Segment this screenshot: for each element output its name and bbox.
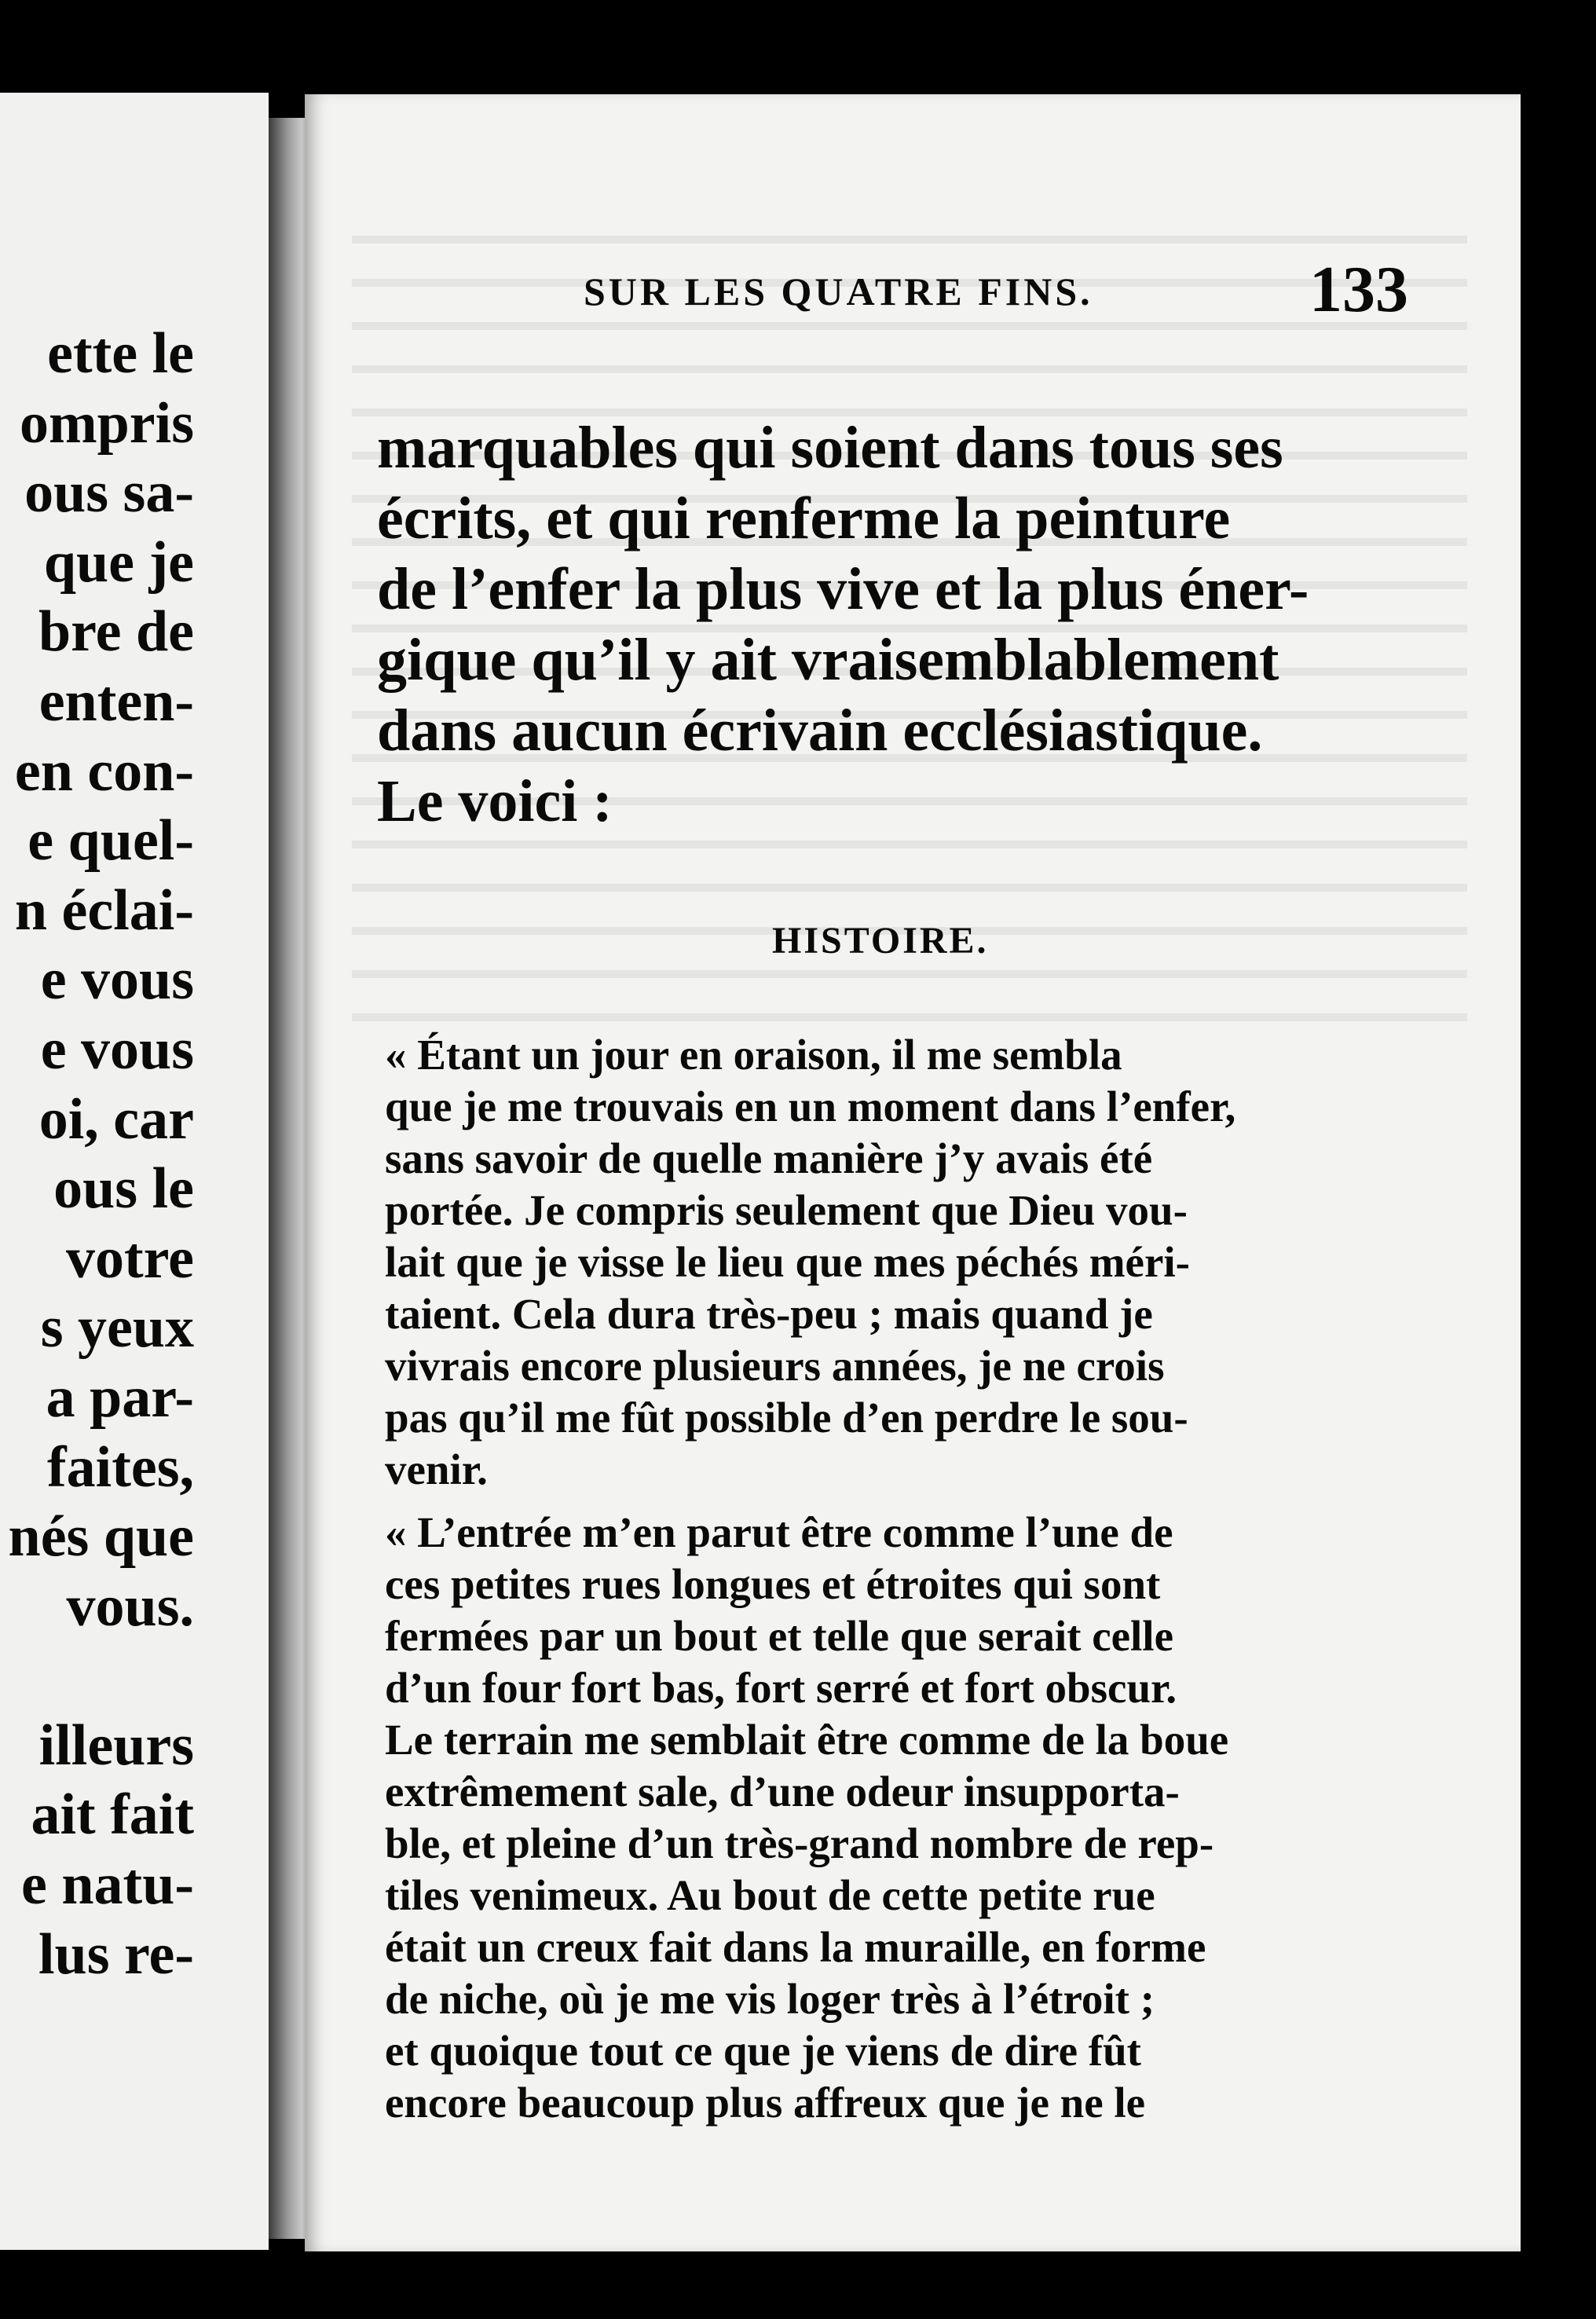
previous-page-line: e quel-: [27, 808, 194, 874]
text-line: fermées par un bout et telle que serait celle: [385, 1612, 1173, 1660]
text-line: venir.: [385, 1445, 488, 1493]
text-line: d’un four fort bas, fort serré et fort obscur.: [385, 1664, 1177, 1712]
text-line: sans savoir de quelle manière j’y avais été: [385, 1134, 1153, 1182]
text-line: de l’enfer la plus vive et la plus éner-: [377, 556, 1309, 622]
section-heading: HISTOIRE.: [772, 920, 989, 962]
text-line: écrits, et qui renferme la peinture: [377, 485, 1231, 551]
text-line: taient. Cela dura très-peu ; mais quand je: [385, 1290, 1153, 1338]
text-line: « L’entrée m’en parut être comme l’une de: [385, 1508, 1173, 1556]
quoted-passage: [385, 1029, 1235, 2129]
running-head: [584, 251, 1408, 346]
previous-page-line: ous le: [53, 1156, 194, 1222]
previous-page-line: e vous: [40, 947, 194, 1013]
previous-page-line: nés que: [8, 1504, 194, 1570]
previous-page-line: s yeux: [40, 1295, 194, 1361]
text-line: marquables qui soient dans tous ses: [377, 415, 1283, 481]
previous-page-line: enten-: [38, 669, 194, 734]
previous-page-line: illeurs: [38, 1713, 194, 1778]
previous-page-line: ette le: [47, 321, 194, 386]
previous-page-line: en con-: [14, 738, 194, 804]
previous-page-line: n éclai-: [14, 877, 194, 943]
previous-page-line: ait fait: [31, 1782, 194, 1848]
previous-page-line: ous sa-: [24, 460, 194, 526]
book-page: [305, 94, 1521, 2251]
text-line: de niche, où je me vis loger très à l’étroit ;: [385, 1975, 1155, 2023]
previous-page-line: e vous: [40, 1017, 194, 1082]
text-line: et quoique tout ce que je viens de dire fût: [385, 2027, 1141, 2075]
previous-page-line: que je: [43, 529, 194, 595]
page-number: 133: [1309, 253, 1408, 326]
previous-page-line: e natu-: [21, 1852, 194, 1918]
text-line: gique qu’il y ait vraisemblablement: [377, 627, 1279, 693]
previous-page-line: vous.: [66, 1573, 194, 1639]
text-line: tiles venimeux. Au bout de cette petite rue: [385, 1871, 1155, 1919]
previous-page-line: a par-: [46, 1365, 194, 1430]
text-line: « Étant un jour en oraison, il me sembla: [385, 1031, 1122, 1079]
previous-page-line: faites,: [47, 1434, 194, 1500]
text-line: dans aucun écrivain ecclésiastique.: [377, 698, 1263, 764]
running-title: SUR LES QUATRE FINS.: [584, 269, 1093, 313]
previous-page: [0, 93, 269, 2250]
previous-page-blank-line: [9, 1641, 194, 1711]
previous-page-text: [9, 319, 194, 1989]
text-line: que je me trouvais en un moment dans l’enfer,: [385, 1083, 1236, 1130]
text-line: extrêmement sale, d’une odeur insupporta-: [385, 1768, 1180, 1815]
text-line: encore beaucoup plus affreux que je ne le: [385, 2079, 1146, 2127]
text-line: ces petites rues longues et étroites qui sont: [385, 1560, 1161, 1608]
text-line: vivrais encore plusieurs années, je ne crois: [385, 1342, 1165, 1390]
text-line: Le voici :: [377, 768, 613, 834]
text-line: pas qu’il me fût possible d’en perdre le sou-: [385, 1394, 1188, 1442]
previous-page-line: oi, car: [38, 1086, 194, 1152]
body-text-continuation: [377, 412, 1309, 837]
text-line: lait que je visse le lieu que mes péchés méri-: [385, 1238, 1190, 1286]
text-line: était un creux fait dans la muraille, en forme: [385, 1923, 1206, 1971]
text-line: portée. Je compris seulement que Dieu vou-: [385, 1186, 1188, 1234]
previous-page-line: votre: [66, 1225, 194, 1291]
paragraph-spacer: [385, 1496, 1235, 1507]
previous-page-line: ompris: [20, 390, 194, 456]
text-line: ble, et pleine d’un très-grand nombre de rep-: [385, 1819, 1214, 1867]
previous-page-line: lus re-: [38, 1922, 194, 1987]
text-line: Le terrain me semblait être comme de la boue: [385, 1716, 1229, 1764]
previous-page-line: bre de: [38, 599, 194, 665]
